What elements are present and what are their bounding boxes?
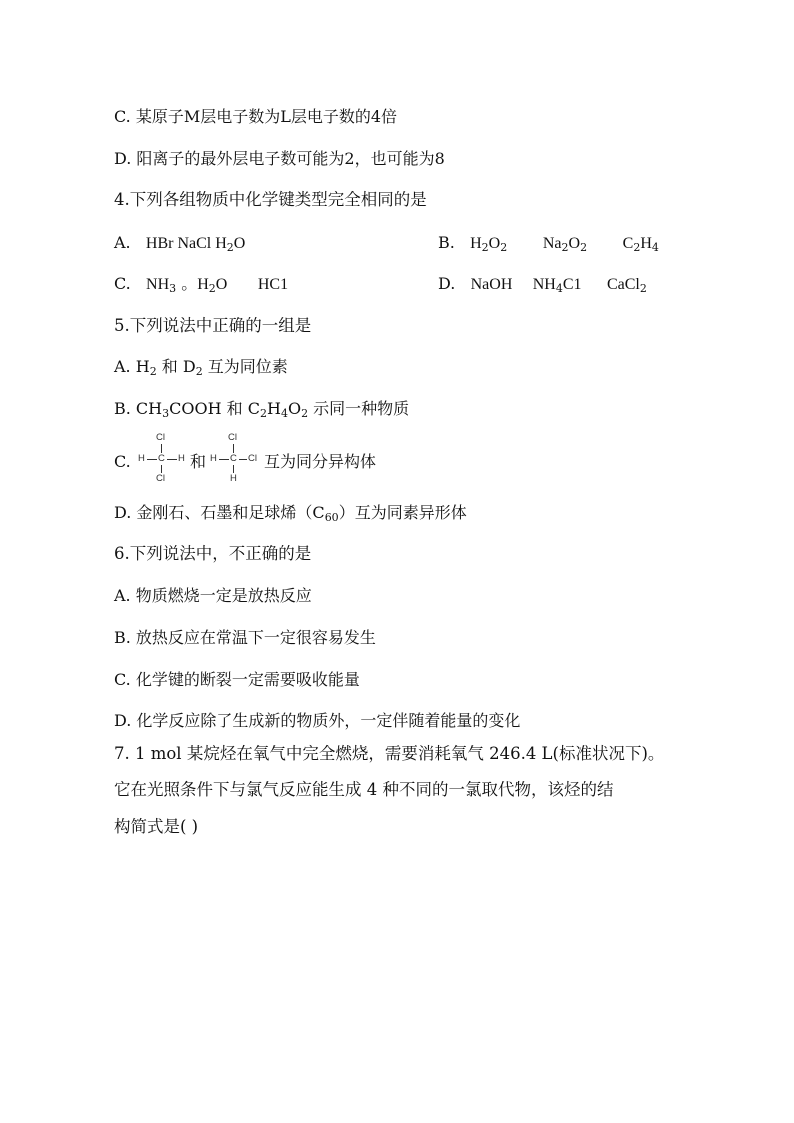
q4d-nh4cl-cl: C1: [562, 276, 582, 293]
atom-h-left: H: [210, 453, 217, 464]
q6-stem: 6.下列说法中，不正确的是: [114, 544, 312, 563]
q5a-text-2: 和 D: [161, 357, 196, 376]
q6-option-c: C. 化学键的断裂一定需要吸收能量: [114, 670, 360, 689]
q4b-h2o2-o: O: [488, 235, 501, 252]
q5b-text-1: B. CH: [114, 399, 163, 418]
sub: 2: [580, 241, 588, 254]
q4a-formula-o: O: [233, 235, 246, 252]
q4-option-c: [114, 273, 288, 296]
q5-option-d: [114, 502, 467, 524]
q4b-na2o2-o: O: [568, 235, 581, 252]
sub: 4: [555, 282, 563, 295]
sub: 2: [259, 407, 267, 420]
q4a-formula: HBr NaCl H: [145, 235, 227, 252]
atom-cl-top: Cl: [228, 432, 237, 443]
q6-option-a: A. 物质燃烧一定是放热反应: [114, 586, 312, 605]
atom-h-right: H: [178, 453, 185, 464]
atom-cl-bottom: Cl: [156, 473, 165, 484]
q4b-c2h4-h: H: [640, 235, 652, 252]
q5b-text-3: H: [266, 399, 281, 418]
atom-cl-top: Cl: [156, 432, 165, 443]
sub: 2: [195, 365, 203, 378]
q4-option-d: [438, 273, 647, 296]
q5a-text-1: A. H: [114, 357, 150, 376]
sub: 2: [301, 407, 309, 420]
atom-c-center: C: [230, 453, 237, 464]
dichloromethane-structure-1: [138, 432, 188, 484]
sub: 4: [280, 407, 288, 420]
q5b-text-5: 示同一种物质: [313, 399, 410, 418]
bond: [161, 465, 162, 473]
q3-option-c: C. 某原子M层电子数为L层电子数的4倍: [114, 107, 398, 126]
sub: 3: [162, 407, 170, 420]
q4c-label: C.: [114, 274, 131, 293]
bond: [233, 465, 234, 473]
q5c-text: 互为同分异构体: [264, 452, 377, 471]
bond: [167, 459, 177, 460]
bond: [147, 459, 157, 460]
q4-option-a: [114, 232, 245, 255]
q5a-text-3: 互为同位素: [207, 357, 288, 376]
q5-stem: 5.下列说法中正确的一组是: [114, 316, 312, 335]
q4b-na2o2-na: Na: [542, 235, 562, 252]
q5d-text-1: D. 金刚石、石墨和足球烯（C: [114, 503, 325, 522]
q4c-nh3: NH: [146, 276, 170, 293]
q4b-label: B.: [438, 233, 455, 252]
q5-option-b: [114, 398, 409, 420]
sub: 2: [149, 365, 157, 378]
q4c-h2o-o: O: [215, 276, 228, 293]
dichloromethane-structure-2: [210, 432, 265, 484]
q4-option-b: [438, 232, 659, 255]
q4b-c2h4-c: C: [622, 235, 634, 252]
q4d-label: D.: [438, 274, 456, 293]
q5b-text-4: O: [287, 399, 302, 418]
q5c-and: 和: [190, 452, 207, 471]
atom-h-bottom: H: [230, 473, 237, 484]
q6-option-d: D. 化学反应除了生成新的物质外，一定伴随着能量的变化: [114, 711, 521, 730]
bond: [233, 444, 234, 453]
sub: 2: [226, 241, 234, 254]
q5-option-a: [114, 356, 288, 378]
q5d-text-3: ）互为同素异形体: [338, 503, 467, 522]
atom-c-center: C: [158, 453, 165, 464]
q3-option-d: D. 阳离子的最外层电子数可能为2，也可能为8: [114, 149, 445, 168]
sub: 2: [208, 282, 216, 295]
q7-line-2: 它在光照条件下与氯气反应能生成 4 种不同的一氯取代物，该烃的结: [114, 780, 614, 799]
atom-cl-right: Cl: [248, 453, 257, 464]
q7-line-3: 构简式是( ): [114, 817, 199, 836]
sub: 2: [500, 241, 508, 254]
sub: 2: [481, 241, 489, 254]
q4c-h2o-h: 。H: [181, 276, 209, 293]
bond: [161, 444, 162, 453]
q4-stem: 4.下列各组物质中化学键类型完全相同的是: [114, 190, 427, 209]
q4d-cacl2: CaCl: [606, 276, 640, 293]
sub: 3: [169, 282, 177, 295]
sub: 2: [633, 241, 641, 254]
sub: 2: [561, 241, 569, 254]
q5c-label: C.: [114, 452, 131, 471]
sub: 2: [639, 282, 647, 295]
sub: 4: [651, 241, 659, 254]
q6-option-b: B. 放热反应在常温下一定很容易发生: [114, 628, 376, 647]
q4a-label: A.: [114, 233, 131, 252]
bond: [219, 459, 229, 460]
q7-line-1: 7. 1 mol 某烷烃在氧气中完全燃烧，需要消耗氧气 246.4 L(标准状况下)。: [114, 744, 665, 763]
q4d-nh4cl-n: NH: [532, 276, 556, 293]
bond: [239, 459, 247, 460]
q4b-h2o2-h: H: [470, 235, 482, 252]
q5b-text-2: COOH 和 C: [169, 399, 260, 418]
atom-h-left: H: [138, 453, 145, 464]
q4c-hcl: HC1: [257, 276, 289, 293]
q4d-naoh: NaOH: [470, 276, 513, 293]
sub: 60: [324, 511, 339, 524]
